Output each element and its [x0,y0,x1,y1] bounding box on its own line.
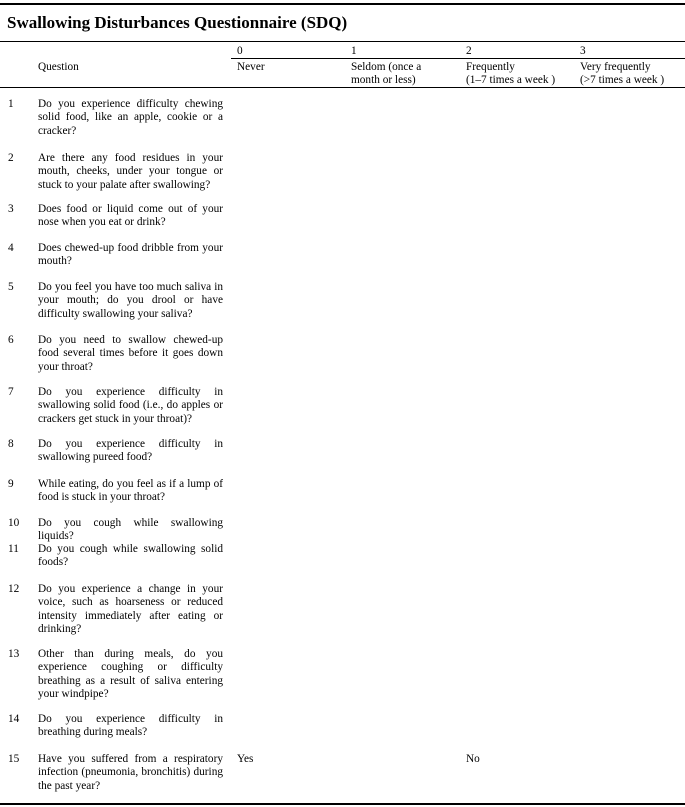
question-number: 2 [8,152,14,164]
top-rule [0,3,685,5]
question-text: Do you experience difficulty in swallowing pureed food? [38,438,223,464]
option-very-frequently-line1: Very frequently [580,61,651,73]
question-text: Other than during meals, do you experience coughing or difficulty breathing as a result of saliva entering your windpipe? [38,648,223,700]
question-text: Do you need to swallow chewed-up food several times before it goes down your throat? [38,334,223,373]
option-frequently-line1: Frequently [466,61,515,73]
question-text: Do you experience difficulty chewing solid food, like an apple, cookie or a cracker? [38,98,223,137]
question-text: Do you cough while swallowing solid foods? [38,543,223,569]
score-1: 1 [351,45,357,57]
option-seldom-line2: month or less) [351,74,416,86]
question-text: Do you experience a change in your voice, such as hoarseness or reduced intensity immediately after eating or drinking? [38,583,223,635]
question-number: 10 [8,517,20,529]
score-3: 3 [580,45,586,57]
question-number: 13 [8,648,20,660]
question-text: Do you experience difficulty in swallowing solid food (i.e., do apples or crackers get stuck in your throat)? [38,386,223,425]
question-number: 5 [8,281,14,293]
answer-no: No [466,753,480,765]
question-number: 9 [8,478,14,490]
question-text: Have you suffered from a respiratory infection (pneumonia, bronchitis) during the past year? [38,753,223,792]
question-number: 14 [8,713,20,725]
question-text: While eating, do you feel as if a lump of food is stuck in your throat? [38,478,223,504]
answer-yes: Yes [237,753,254,765]
question-number: 11 [8,543,19,555]
score-2: 2 [466,45,472,57]
score-rule [231,58,685,59]
question-number: 8 [8,438,14,450]
question-text: Do you cough while swallowing liquids? [38,517,223,543]
question-text: Do you feel you have too much saliva in your mouth; do you drool or have difficulty swallowing your saliva? [38,281,223,320]
question-number: 4 [8,242,14,254]
header-rule [0,87,685,88]
page-title: Swallowing Disturbances Questionnaire (SDQ) [7,13,348,32]
question-number: 7 [8,386,14,398]
bottom-rule [0,803,685,805]
title-rule [0,41,685,42]
score-0: 0 [237,45,243,57]
question-header: Question [38,61,79,73]
question-number: 12 [8,583,20,595]
option-never: Never [237,61,265,73]
question-number: 15 [8,753,20,765]
option-seldom-line1: Seldom (once a [351,61,422,73]
question-number: 1 [8,98,14,110]
question-text: Does food or liquid come out of your nose when you eat or drink? [38,203,223,229]
question-text: Are there any food residues in your mouth, cheeks, under your tongue or stuck to your palate after swallowing? [38,152,223,191]
option-frequently-line2: (1–7 times a week ) [466,74,556,86]
option-very-frequently-line2: (>7 times a week ) [580,74,665,86]
question-number: 3 [8,203,14,215]
question-number: 6 [8,334,14,346]
question-text: Do you experience difficulty in breathing during meals? [38,713,223,739]
question-text: Does chewed-up food dribble from your mouth? [38,242,223,268]
